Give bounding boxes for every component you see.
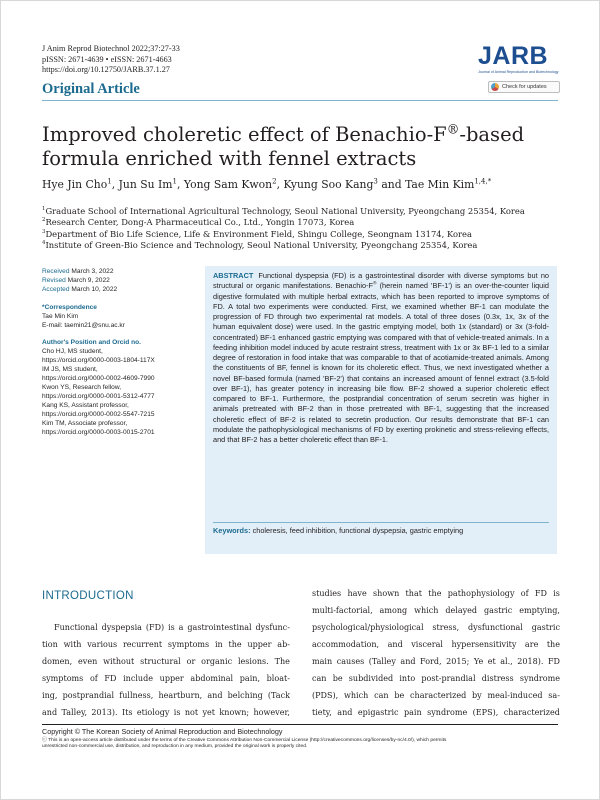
word: the xyxy=(228,640,242,650)
author-position: Kang KS, Assistant professor, xyxy=(42,401,129,409)
word: pathophysiology xyxy=(447,589,515,598)
body-text-line xyxy=(312,670,560,687)
abstract-heading: ABSTRACT xyxy=(213,271,254,280)
word: that xyxy=(405,589,422,598)
body-text-line xyxy=(312,602,560,619)
word: Ye xyxy=(473,657,484,667)
affiliation-text: Research Center, Dong-A Pharmaceutical Co., Ltd., Yongin 17073, Korea xyxy=(45,217,355,228)
word: symptoms xyxy=(167,640,210,650)
affiliation-mark: 4 xyxy=(42,240,46,247)
author-affiliation-mark: 1,4,* xyxy=(474,176,492,186)
word: ing, xyxy=(42,691,58,701)
word: be xyxy=(332,674,343,684)
orcid-link[interactable]: https://orcid.org/0000-0003-0015-2701 xyxy=(42,428,155,436)
date-label: Accepted xyxy=(42,285,70,293)
copyright-notice: Copyright © The Korean Society of Animal Reproduction and Biotechnology xyxy=(42,727,283,736)
word: postprandial xyxy=(62,691,115,701)
date-label: Revised xyxy=(42,276,66,284)
affiliation-mark: 1 xyxy=(42,206,46,213)
word: with xyxy=(63,640,82,650)
word: sa- xyxy=(548,691,560,701)
word: pain xyxy=(403,708,422,718)
body-text-line xyxy=(312,687,560,704)
word: yet xyxy=(202,708,216,718)
word: gastric xyxy=(484,606,513,616)
word: of xyxy=(520,589,529,598)
author-name[interactable]: Hye Jin Cho xyxy=(42,178,108,191)
word: belching xyxy=(227,691,263,701)
introduction-column-right xyxy=(312,585,560,721)
word: emptying, xyxy=(519,606,560,616)
affiliation-item xyxy=(42,240,562,251)
word: domen, xyxy=(42,657,73,667)
affiliation-text: Graduate School of International Agricultural Technology, Seoul National University, Pyeongchang 25354, Korea xyxy=(45,206,525,216)
word: Its xyxy=(121,708,133,718)
word: symptoms xyxy=(42,674,84,684)
word: or xyxy=(186,657,196,667)
word: FD xyxy=(104,674,117,684)
word: is xyxy=(168,623,175,632)
body-text-line xyxy=(312,619,560,636)
word: tiety, xyxy=(312,708,332,718)
word: which xyxy=(414,606,439,616)
doi-link[interactable]: https://doi.org/10.12750/JARB.37.1.27 xyxy=(42,65,170,74)
word: a xyxy=(178,623,184,632)
orcid-link[interactable]: https://orcid.org/0000-0003-1804-117X xyxy=(42,357,155,365)
affiliation-text: Department of Bio Life Science, Life & Environment Field, Shingu College, Seongnam 13174, Korea xyxy=(45,228,472,239)
word: syndrome xyxy=(519,674,560,684)
word: is xyxy=(173,708,181,718)
author-position: IM JS, MS student, xyxy=(42,366,98,374)
abstract-text xyxy=(213,271,549,445)
word: and xyxy=(207,691,223,701)
license-notice xyxy=(42,738,562,751)
date-value: March 3, 2022 xyxy=(69,268,114,275)
registered-mark: ® xyxy=(446,121,460,137)
title-line-2: formula enriched with fennel extracts xyxy=(42,147,417,170)
orcid-link[interactable]: https://orcid.org/0000-0002-4609-7990 xyxy=(42,375,155,383)
word: multi-factorial, xyxy=(312,606,373,616)
footer-divider xyxy=(42,724,558,725)
author-affiliation-mark: 1 xyxy=(107,176,112,186)
word: (EPS), xyxy=(472,708,499,718)
word: (PDS), xyxy=(312,691,339,701)
word: stress, xyxy=(432,623,460,633)
keywords-label: Keywords: xyxy=(213,526,251,535)
word: dysfunctional xyxy=(468,623,523,633)
word: dysfunc- xyxy=(255,623,290,632)
journal-info xyxy=(42,44,180,76)
word: Functional xyxy=(54,623,98,632)
word: various xyxy=(87,640,118,650)
word: and xyxy=(42,708,58,718)
body-text-line xyxy=(42,670,290,687)
author-name[interactable]: Yong Sam Kwon xyxy=(183,178,273,191)
affiliation-item xyxy=(42,229,562,240)
body-text-line xyxy=(42,687,290,704)
body-text-line xyxy=(42,619,290,636)
word: among xyxy=(379,606,408,616)
word: characterized xyxy=(410,691,467,701)
word: visceral xyxy=(411,640,443,650)
word: which xyxy=(343,691,369,701)
word: heartburn, xyxy=(158,691,203,701)
orcid-link[interactable]: https://orcid.org/0000-0001-5312-4777 xyxy=(42,392,155,400)
license-text[interactable]: This is an open-access article distributed under the terms of the Creative Commons Attribution Non-Commercial License (http://creativecommons.org/licenses/by-nc/4.0/), which permits xyxy=(48,738,447,743)
word: Ford, xyxy=(420,657,442,667)
word: by xyxy=(472,691,482,701)
word: Talley, xyxy=(61,708,87,718)
word: the xyxy=(546,640,560,650)
affiliation-text: Institute of Green-Bio Science and Technology, Seoul National University, Pyeongchang 25354, Korea xyxy=(45,240,478,251)
affiliations xyxy=(42,206,562,252)
abstract-body: (herein named 'BF-1') is an over-the-counter liquid digestive formulated with multiple herbal extracts, which has been reported to improve symptoms of FD. A total two experiments were conducted. First, we examined whether BF-1 can modulate the progression of FD through two experimental rat models. A total of three doses (0.3x, 1x, 3x of the human equivalent dose) were used. In the gastric emptying model, both 1x (standard) or 3x (3-fold-concentrated) BF-1 enhanced gastric emptying was compared with that of vehicle-treated animals. In a feeding inhibition model induced by acute restraint stress, treatment with 1x or 3x BF-1 led to a similar degree of restoration in food intake that was comparable to that of acotiamide-treated animals. Among the constituents of BF, fennel is known for its choleretic effect. Thus, we next investigated whether a novel BF-based formula (named 'BF-2') that contains an increased amount of fennel extract (3.5-fold over BF-1), has greater potency in increasing bile flow. BF-2 showed a superior choleretic effect compared to BF-1. Furthermore, the postprandial concentration of serum secretin was higher in animals pretreated with BF-2 than in those pretreated with BF-1, suggesting that the increased choleretic effect of BF-2 is related to secretin production. Our results demonstrate that BF-1 can modulate the pathophysiological mechanisms of FD by exerting prokinetic and stress-relieving effects, and that BF-2 has a better choleretic effect than BF-1. xyxy=(213,281,549,444)
word: lesions. xyxy=(237,657,269,667)
word: tion xyxy=(42,640,58,650)
affiliation-mark: 2 xyxy=(42,217,46,224)
word: syndrome xyxy=(427,708,468,718)
body-text-line xyxy=(42,636,290,653)
affiliation-item xyxy=(42,217,562,228)
word: FD xyxy=(534,589,547,598)
word: post-prandial xyxy=(421,674,476,684)
body-text-line xyxy=(312,636,560,653)
orcid-link[interactable]: https://orcid.org/0000-0002-5547-7215 xyxy=(42,410,155,418)
word: fullness, xyxy=(119,691,154,701)
word: meal-induced xyxy=(487,691,543,701)
author-separator: and xyxy=(377,178,406,191)
author-separator: , xyxy=(177,178,184,191)
word: and xyxy=(337,708,353,718)
word: known; xyxy=(219,708,250,718)
date-label: Received xyxy=(42,268,70,275)
affiliation-item xyxy=(42,206,562,217)
word: psychological/physiological xyxy=(312,623,424,633)
word: et xyxy=(487,657,496,667)
article-title xyxy=(42,123,562,171)
header-divider xyxy=(42,100,558,101)
word: into xyxy=(399,674,416,684)
abstract-box xyxy=(205,266,557,554)
author-name[interactable]: Tae Min Kim xyxy=(405,178,475,191)
introduction-heading: INTRODUCTION xyxy=(42,590,134,602)
word: even xyxy=(78,657,98,667)
word: accommodation, xyxy=(312,640,380,650)
keywords-list: choleresis, feed inhibition, functional dyspepsia, gastric emptying xyxy=(250,526,464,535)
affiliation-mark: 3 xyxy=(42,229,46,236)
abstract-divider xyxy=(213,522,549,523)
orcid-list xyxy=(42,348,192,437)
keywords xyxy=(213,526,549,535)
word: bloat- xyxy=(266,674,290,684)
word: upper xyxy=(159,674,184,684)
date-value: March 10, 2022 xyxy=(69,285,118,293)
check-updates-button[interactable] xyxy=(488,81,560,93)
author-affiliation-mark: 1 xyxy=(172,176,177,186)
article-sidebar xyxy=(42,268,192,437)
word: (Tack xyxy=(267,691,290,701)
correspondence-email[interactable]: E-mail: taemin21@snu.ac.kr xyxy=(42,321,125,329)
author-name[interactable]: Kyung Soo Kang xyxy=(283,178,374,191)
word: not xyxy=(184,708,199,718)
journal-logo[interactable] xyxy=(478,44,564,75)
word: gastrointestinal xyxy=(187,623,252,632)
word: al., xyxy=(500,657,513,667)
word: (FD) xyxy=(145,623,165,632)
author-separator: , xyxy=(276,178,284,191)
logo-subtitle: Journal of Animal Reproduction and Biotechnology xyxy=(478,70,559,74)
author-affiliation-mark: 2 xyxy=(272,176,277,186)
date-value: March 9, 2022 xyxy=(65,276,110,284)
word: the xyxy=(428,589,442,598)
word: FD xyxy=(547,657,560,667)
correspondence-heading: *Correspondence xyxy=(42,303,97,311)
author-list xyxy=(42,178,562,191)
word: pain, xyxy=(239,674,261,684)
article-dates xyxy=(42,268,192,295)
word: have xyxy=(347,589,367,598)
word: gastric xyxy=(531,623,560,633)
word: can xyxy=(374,691,389,701)
abstract-body: Functional dyspepsia (FD) is a gastrointestinal disorder with diverse symptoms but no structural or organic manifestations. Benachio-F xyxy=(213,271,549,291)
word: and xyxy=(387,640,403,650)
word: shown xyxy=(373,589,400,598)
word: is xyxy=(553,589,560,598)
word: without xyxy=(103,657,135,667)
body-text-line xyxy=(312,653,560,670)
orcid-heading: Author's Position and Orcid no. xyxy=(42,339,142,347)
word: are xyxy=(524,640,539,650)
author-position: Cho HJ, MS student, xyxy=(42,348,103,356)
word: of xyxy=(89,674,98,684)
word: 2018). xyxy=(517,657,544,667)
word: in xyxy=(214,640,223,650)
title-line-1 xyxy=(42,123,562,147)
word: structural xyxy=(140,657,181,667)
license-line: unrestricted non-commercial use, distribution, and reproduction in any medium, provided the original work is properly cited. xyxy=(42,744,308,750)
date-item xyxy=(42,277,192,286)
word: causes xyxy=(336,657,365,667)
word: studies xyxy=(312,589,342,598)
author-affiliation-mark: 3 xyxy=(373,176,378,186)
date-item xyxy=(42,268,192,277)
author-separator: , xyxy=(111,178,119,191)
word: however, xyxy=(253,708,290,718)
author-position: Kwon YS, Research fellow, xyxy=(42,383,122,391)
date-item xyxy=(42,286,192,295)
registered-mark: ® xyxy=(373,281,377,287)
word: abdominal xyxy=(190,674,234,684)
word: distress xyxy=(481,674,514,684)
word: include xyxy=(123,674,154,684)
word: subdivided xyxy=(348,674,394,684)
author-position: Kim TM, Associate professor, xyxy=(42,419,128,427)
word: delayed xyxy=(445,606,478,616)
check-updates-label: Check for updates xyxy=(502,84,547,90)
word: and xyxy=(400,657,416,667)
word: 2013). xyxy=(91,708,118,718)
word: (Talley xyxy=(368,657,396,667)
word: 2015; xyxy=(446,657,470,667)
word: dyspepsia xyxy=(101,623,142,632)
body-text-line xyxy=(42,704,290,721)
title-text: -based xyxy=(459,123,525,146)
correspondence-name: Tae Min Kim xyxy=(42,312,79,320)
logo-text: JARB xyxy=(478,42,549,70)
introduction-column-left xyxy=(42,619,290,721)
article-type: Original Article xyxy=(42,81,140,97)
word: epigastric xyxy=(357,708,399,718)
word: etiology xyxy=(136,708,170,718)
title-text: Improved choleretic effect of Benachio-F xyxy=(42,123,447,146)
word: upper xyxy=(247,640,272,650)
body-text-line xyxy=(312,704,560,721)
word: can xyxy=(312,674,327,684)
body-text-line xyxy=(42,653,290,670)
body-text-line xyxy=(312,585,560,602)
issn-line: pISSN: 2671-4639 • eISSN: 2671-4663 xyxy=(42,54,172,64)
author-name[interactable]: Jun Su Im xyxy=(118,178,173,191)
crossmark-icon xyxy=(491,83,499,91)
word: be xyxy=(394,691,405,701)
word: main xyxy=(312,657,333,667)
word: The xyxy=(274,657,290,667)
word: organic xyxy=(201,657,233,667)
word: recurrent xyxy=(122,640,163,650)
journal-citation: J Anim Reprod Biotechnol 2022;37:27-33 xyxy=(42,44,180,53)
word: ab- xyxy=(277,640,290,650)
word: hypersensitivity xyxy=(451,640,517,650)
cc-icon: ⓒ xyxy=(42,738,49,743)
word: characterized xyxy=(503,708,560,718)
